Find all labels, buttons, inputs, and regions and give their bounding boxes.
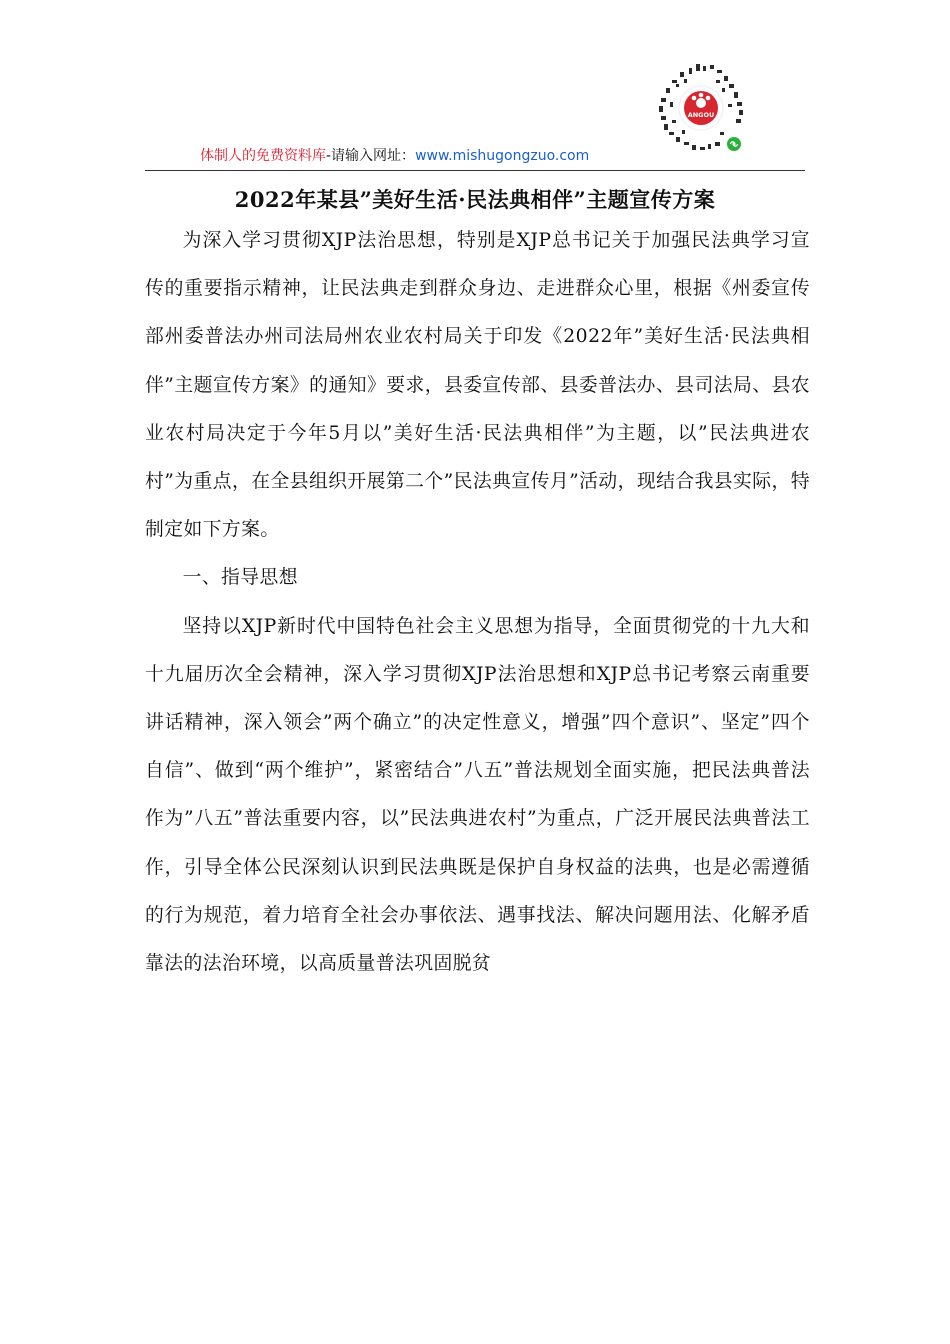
section-heading: 一、指导思想	[182, 567, 298, 589]
qr-logo-text: ANGOU	[687, 111, 715, 119]
guiding-thought-paragraph: 坚持以XJP新时代中国特色社会主义思想为指导，全面贯彻党的十九大和十九届历次全会精神，深入学习贯彻XJP法治思想和XJP总书记考察云南重要讲话精神，深入领会”两个确立”的决定性意义，增强”四个意识”、坚定”四个自信”、做到“两个维护”，紧密结合”八五”普法规划全面实施，把民法典普法作为”八五”普法重要内容，以”民法典进农村”为重点，广泛开展民法典普法工作，引导全体公民深刻认识到民法典既是保护自身权益的法典，也是必需遵循的行为规范，着力培育全社会办事依法、遇事找法、解决问题用法、化解矛盾靠法的法治环境，以高质量普法巩固脱贫	[145, 615, 810, 975]
document-title: 2022年某县”美好生活·民法典相伴”主题宣传方案	[234, 187, 716, 212]
document-body	[145, 217, 810, 988]
intro-paragraph: 为深入学习贯彻XJP法治思想，特别是XJP总书记关于加强民法典学习宣传的重要指示精神，让民法典走到群众身边、走进群众心里，根据《州委宣传部州委普法办州司法局州农业农村局关于印发《2022年”美好生活·民法典相伴”主题宣传方案》的通知》要求，县委宣传部、县委普法办、县司法局、县农业农村局决定于今年5月以”美好生活·民法典相伴”为主题，以”民法典进农村”为重点，在全县组织开展第二个”民法典宣传月”活动，现结合我县实际，特制定如下方案。	[145, 230, 810, 541]
header-prompt-text: -请输入网址：	[326, 148, 416, 164]
page-header	[145, 146, 805, 171]
header-library-text: 体制人的免费资料库	[200, 148, 326, 164]
header-url-link[interactable]: www.mishugongzuo.com	[415, 148, 590, 164]
